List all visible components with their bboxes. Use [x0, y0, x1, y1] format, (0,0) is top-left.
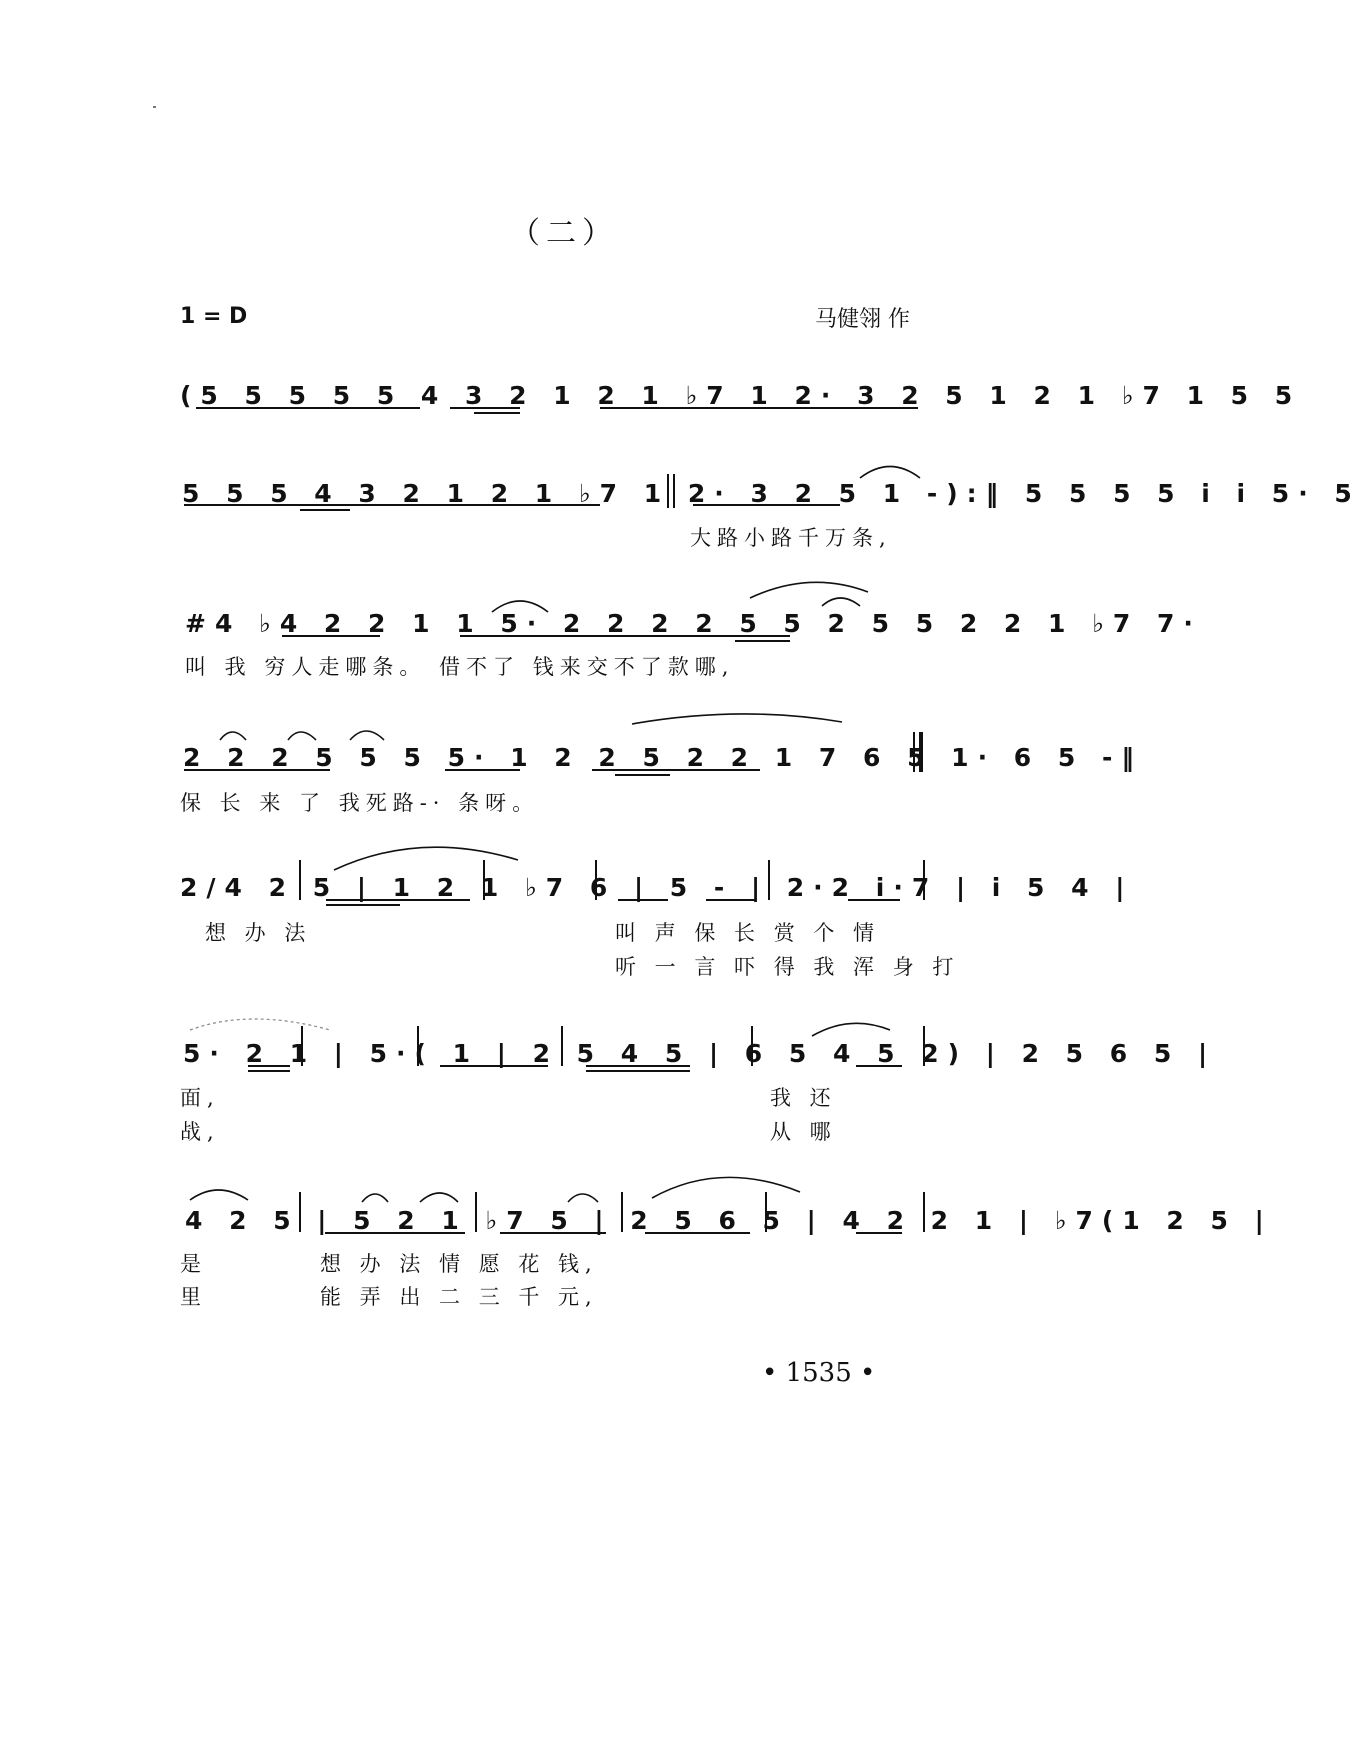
notation-line-3: #4 ♭4 2 2 1 1 5· 2 2 2 2 5 5 2 5 5 2 2 1 ♭7 7· — [185, 609, 1202, 638]
lyric-line-5c: 听 一 言 吓 得 我 浑 身 打 — [615, 955, 960, 979]
lyric-line-7c: 想 办 法 情 愿 花 钱, — [320, 1252, 598, 1276]
barlines — [300, 474, 924, 1232]
lyric-line-6d: 从 哪 — [770, 1120, 837, 1144]
slur-marks — [190, 467, 920, 1203]
lyric-line-7a: 是 — [180, 1252, 207, 1276]
composer-credit: 马健翎 作 — [815, 307, 910, 332]
section-title: （二） — [510, 216, 618, 251]
lyric-line-4: 保 长 来 了 我死路-· 条呀。 — [180, 791, 540, 815]
notation-line-2: 5 5 5 4 3 2 1 2 1 ♭7 1 2· 3 2 5 1 -):‖ 5 5 5 5 i i 5· 5 — [182, 479, 1361, 508]
beam-lines — [184, 408, 918, 1233]
notation-line-6: 5· 2 1 | 5·( 1 | 2 5 4 5 | 6 5 4 5 2) | 2 5 6 5 | — [183, 1039, 1217, 1068]
lyric-line-5a: 想 办 法 — [205, 921, 312, 945]
lyric-line-6c: 我 还 — [770, 1086, 837, 1110]
lyric-line-6b: 战, — [180, 1120, 220, 1144]
lyric-line-6a: 面, — [180, 1086, 220, 1110]
lyric-line-7b: 里 — [180, 1285, 207, 1309]
notation-line-4: 2 2 2 5 5 5 5· 1 2 2 5 2 2 1 7 6 5 1· 6 5 -‖ — [183, 743, 1143, 772]
page-number: • 1535 • — [762, 1358, 876, 1388]
lyric-line-7d: 能 弄 出 二 三 千 元, — [320, 1285, 598, 1309]
key-signature: 1 = D — [180, 304, 248, 329]
lyric-line-3: 叫 我 穷人走哪条。 借不了 钱来交不了款哪, — [185, 655, 735, 679]
notation-line-1: (5 5 5 5 5 4 3 2 1 2 1 ♭7 1 2· 3 2 5 1 2 1 ♭7 1 5 5 — [180, 381, 1302, 410]
notation-line-7: 4 2 5 | 5 2 1 ♭7 5 | 2 5 6 5 | 4 2 2 1 | ♭7(1 2 5 | — [185, 1206, 1273, 1235]
notation-line-5: 2/4 2 5 | 1 2 1 ♭7 6 | 5 - | 2·2 i·7 | i 5 4 | — [180, 873, 1134, 902]
lyric-line-5b: 叫 声 保 长 赏 个 情 — [615, 921, 881, 945]
lyric-line-2: 大路小路千万条, — [690, 526, 892, 550]
dotted-slur — [190, 1019, 330, 1030]
